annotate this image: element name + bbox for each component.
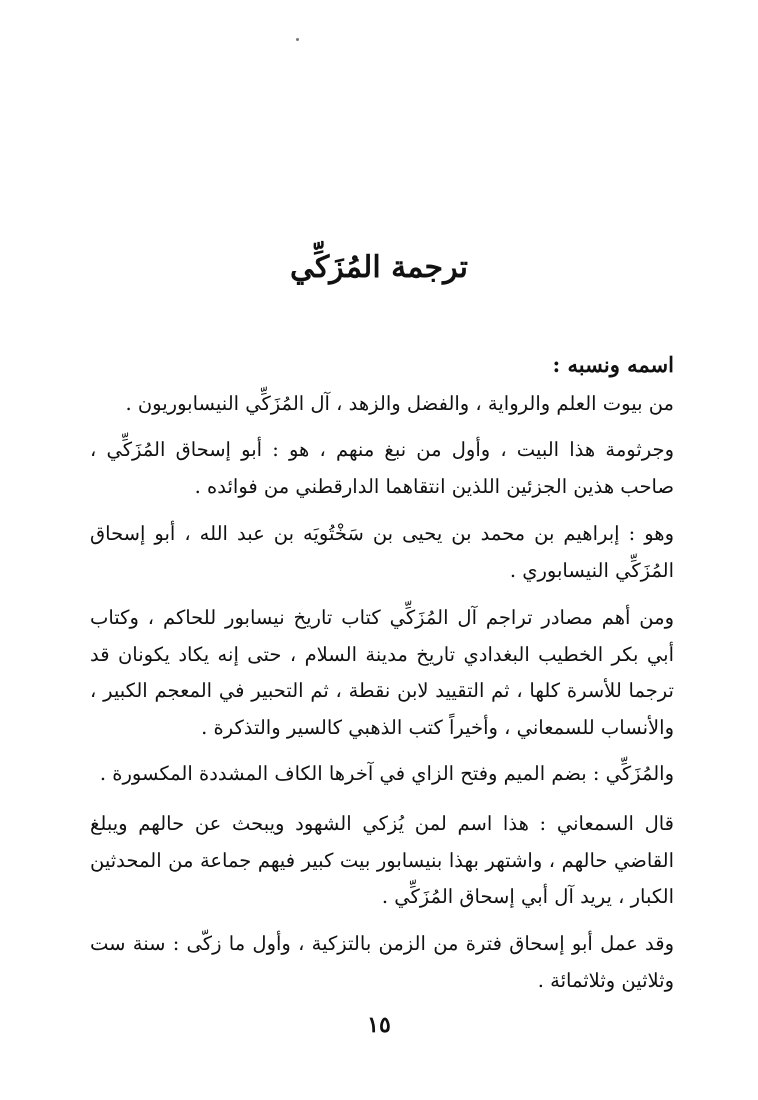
paragraph-5: والمُزَكِّي : بضم الميم وفتح الزاي في آخرها الكاف المشددة المكسورة . [99, 762, 674, 785]
page-title: ترجمة المُزَكِّي [290, 250, 468, 285]
paragraph-3: وهو : إبراهيم بن محمد بن يحيى بن سَخْتُويَه بن عبد الله ، أبو إسحاق المُزَكِّي النيسابوري . [90, 522, 674, 582]
scan-speck [296, 38, 299, 41]
paragraph-2: وجرثومة هذا البيت ، وأول من نبغ منهم ، هو : أبو إسحاق المُزَكِّي ، صاحب هذين الجزئين اللذين انتقاهما الدارقطني من فوائده . [90, 438, 674, 498]
paragraph-4: ومن أهم مصادر تراجم آل المُزَكِّي كتاب تاريخ نيسابور للحاكم ، وكتاب أبي بكر الخطيب البغدادي تاريخ مدينة السلام ، حتى إنه يكاد يكونان قد ترجما للأسرة كلها ، ثم التقييد لابن نقطة ، ثم التحبير في المعجم الكبير ، والأنساب للسمعاني ، وأخيراً كتب الذهبي كالسير والتذكرة . [90, 606, 674, 739]
section-heading: اسمه ونسبه : [552, 352, 674, 377]
paragraph-7: وقد عمل أبو إسحاق فترة من الزمن بالتزكية ، وأول ما زكّى : سنة ست وثلاثين وثلاثمائة . [90, 932, 674, 992]
page-number: ١٥ [367, 1012, 391, 1038]
paragraph-6: قال السمعاني : هذا اسم لمن يُزكي الشهود ويبحث عن حالهم ويبلغ القاضي حالهم ، واشتهر بهذا بنيسابور بيت كبير فيهم جماعة من المحدثين الكبار ، يريد آل أبي إسحاق المُزَكِّي . [90, 812, 674, 908]
paragraph-1: من بيوت العلم والرواية ، والفضل والزهد ، آل المُزَكِّي النيسابوريون . [125, 392, 674, 415]
